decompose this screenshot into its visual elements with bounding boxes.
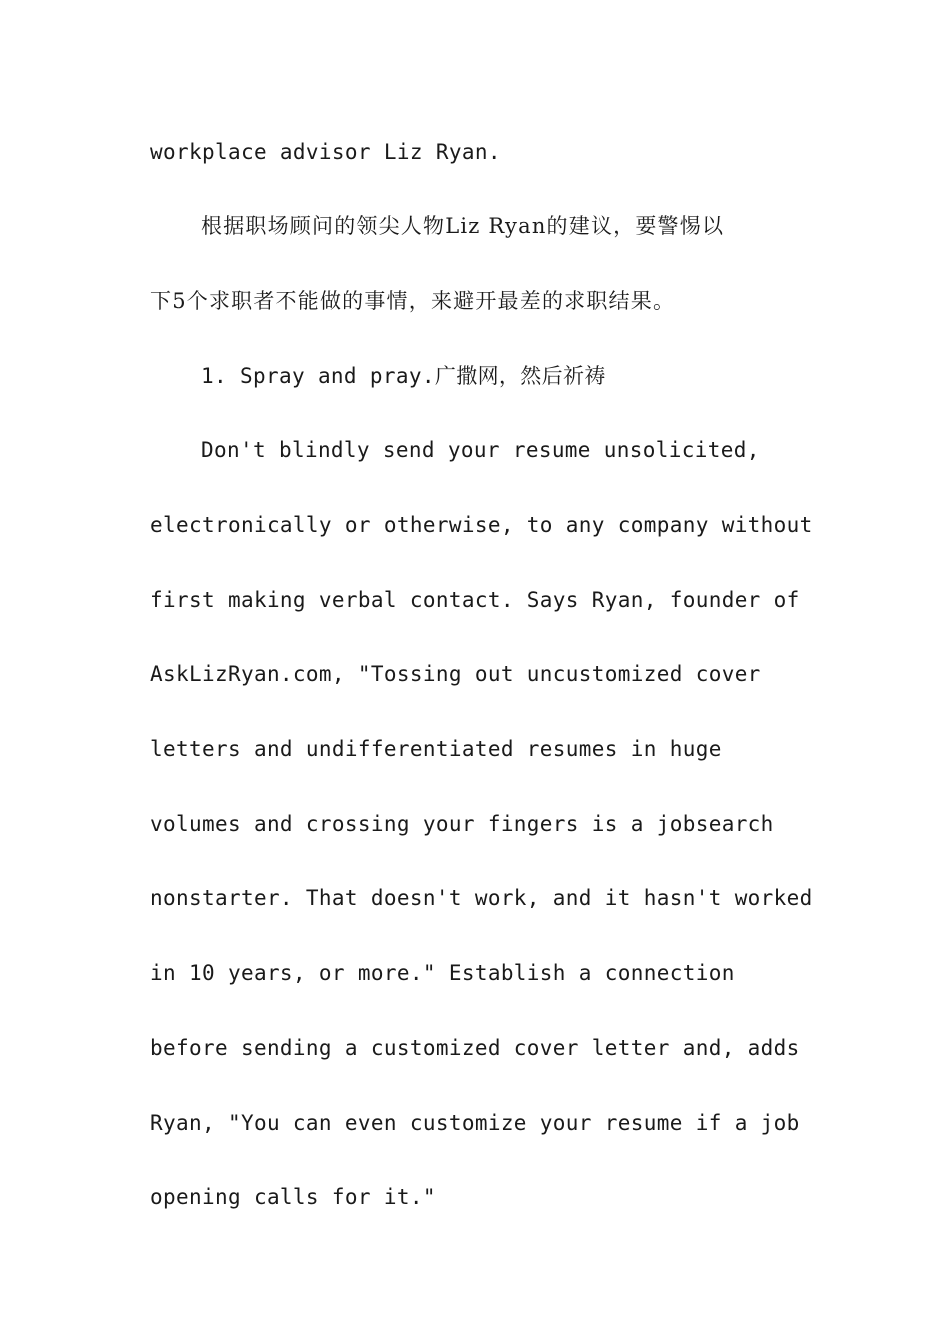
text-line: Don't blindly send your resume unsolicited, xyxy=(201,438,760,462)
text-line: nonstarter. That doesn't work, and it hasn't worked xyxy=(150,886,813,910)
text-line: letters and undifferentiated resumes in huge xyxy=(150,737,722,761)
text-line: in 10 years, or more." Establish a connection xyxy=(150,961,735,985)
text-line: AskLizRyan.com, "Tossing out uncustomized cover xyxy=(150,662,761,686)
list-item-heading: 1. Spray and pray.广撒网，然后祈祷 xyxy=(201,364,606,388)
text-line: 下5个求职者不能做的事情，来避开最差的求职结果。 xyxy=(150,289,676,313)
text-line: 根据职场顾问的领尖人物Liz Ryan的建议，要警惕以 xyxy=(201,214,725,238)
text-line: opening calls for it." xyxy=(150,1185,436,1209)
text-line: Ryan, "You can even customize your resume if a job xyxy=(150,1111,800,1135)
text-line: electronically or otherwise, to any company without xyxy=(150,513,813,537)
text-line: volumes and crossing your fingers is a jobsearch xyxy=(150,812,774,836)
text-line: workplace advisor Liz Ryan. xyxy=(150,140,501,164)
text-line: before sending a customized cover letter and, adds xyxy=(150,1036,800,1060)
text-line: first making verbal contact. Says Ryan, founder of xyxy=(150,588,800,612)
